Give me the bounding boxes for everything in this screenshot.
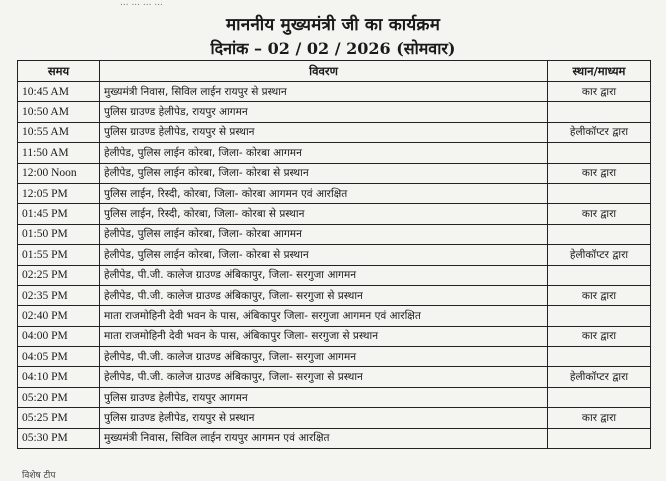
time-cell: 02:40 PM: [18, 306, 100, 326]
description-cell: हेलीपेड, पी.जी. कालेज ग्राउण्ड अंबिकापुर, जिला- सरगुजा से प्रस्थान: [100, 285, 548, 305]
place-cell: [548, 143, 651, 163]
header-place: स्थान/माध्यम: [548, 61, 651, 82]
place-cell: कार द्वारा: [548, 326, 651, 346]
place-cell: [548, 306, 651, 326]
table-header-row: [18, 61, 651, 82]
time-cell: 01:55 PM: [18, 245, 100, 265]
time-cell: 04:00 PM: [18, 326, 100, 346]
table-row: [18, 367, 651, 387]
description-cell: मुख्यमंत्री निवास, सिविल लाईन रायपुर से प्रस्थान: [100, 82, 548, 102]
description-cell: मुख्यमंत्री निवास, सिविल लाईन रायपुर आगमन एवं आरक्षित: [100, 428, 548, 448]
description-cell: हेलीपेड, पुलिस लाईन कोरबा, जिला- कोरबा से प्रस्थान: [100, 163, 548, 183]
place-cell: कार द्वारा: [548, 204, 651, 224]
place-cell: [548, 347, 651, 367]
description-cell: हेलीपेड, पुलिस लाईन कोरबा, जिला- कोरबा से प्रस्थान: [100, 245, 548, 265]
schedule-table: [17, 60, 651, 449]
description-cell: पुलिस ग्राउण्ड हेलीपेड, रायपुर आगमन: [100, 387, 548, 407]
table-row: [18, 163, 651, 183]
description-cell: हेलीपेड, पी.जी. कालेज ग्राउण्ड अंबिकापुर, जिला- सरगुजा से प्रस्थान: [100, 367, 548, 387]
document-title: माननीय मुख्यमंत्री जी का कार्यक्रम: [225, 15, 441, 35]
table-row: [18, 183, 651, 203]
description-cell: हेलीपेड, पी.जी. कालेज ग्राउण्ड अंबिकापुर, जिला- सरगुजा आगमन: [100, 265, 548, 285]
time-cell: 12:05 PM: [18, 183, 100, 203]
time-cell: 04:05 PM: [18, 347, 100, 367]
time-cell: 10:55 AM: [18, 122, 100, 142]
table-row: [18, 224, 651, 244]
date-line: दिनांक – 02 / 02 / 2026 (सोमवार): [210, 39, 456, 58]
time-cell: 01:45 PM: [18, 204, 100, 224]
table-row: [18, 265, 651, 285]
description-cell: पुलिस ग्राउण्ड हेलीपेड, रायपुर से प्रस्थान: [100, 122, 548, 142]
place-cell: [548, 183, 651, 203]
time-cell: 05:30 PM: [18, 428, 100, 448]
description-cell: पुलिस लाईन, रिस्दी, कोरबा, जिला- कोरबा से प्रस्थान: [100, 204, 548, 224]
time-cell: 05:25 PM: [18, 408, 100, 428]
footer-note: विशेष टीप: [22, 471, 56, 481]
description-cell: हेलीपेड, पुलिस लाईन कोरबा, जिला- कोरबा आगमन: [100, 224, 548, 244]
place-cell: कार द्वारा: [548, 285, 651, 305]
description-cell: हेलीपेड, पी.जी. कालेज ग्राउण्ड अंबिकापुर, जिला- सरगुजा आगमन: [100, 347, 548, 367]
table-row: [18, 204, 651, 224]
top-cut-text: ... ... ... ...: [120, 0, 163, 6]
time-cell: 12:00 Noon: [18, 163, 100, 183]
description-cell: पुलिस ग्राउण्ड हेलीपेड, रायपुर आगमन: [100, 102, 548, 122]
time-cell: 01:50 PM: [18, 224, 100, 244]
table-row: [18, 143, 651, 163]
place-cell: [548, 102, 651, 122]
time-cell: 04:10 PM: [18, 367, 100, 387]
time-cell: 02:25 PM: [18, 265, 100, 285]
place-cell: [548, 224, 651, 244]
time-cell: 11:50 AM: [18, 143, 100, 163]
table-row: [18, 387, 651, 407]
place-cell: हेलीकॉप्टर द्वारा: [548, 122, 651, 142]
time-cell: 10:45 AM: [18, 82, 100, 102]
time-cell: 10:50 AM: [18, 102, 100, 122]
table-row: [18, 102, 651, 122]
description-cell: माता राजमोहिनी देवी भवन के पास, अंबिकापुर जिला- सरगुजा से प्रस्थान: [100, 326, 548, 346]
header-time: समय: [18, 61, 100, 82]
time-cell: 05:20 PM: [18, 387, 100, 407]
place-cell: कार द्वारा: [548, 163, 651, 183]
place-cell: हेलीकॉप्टर द्वारा: [548, 245, 651, 265]
description-cell: पुलिस लाईन, रिस्दी, कोरबा, जिला- कोरबा आगमन एवं आरक्षित: [100, 183, 548, 203]
place-cell: कार द्वारा: [548, 408, 651, 428]
header-description: विवरण: [100, 61, 548, 82]
table-row: [18, 347, 651, 367]
table-row: [18, 82, 651, 102]
description-cell: माता राजमोहिनी देवी भवन के पास, अंबिकापुर जिला- सरगुजा आगमन एवं आरक्षित: [100, 306, 548, 326]
place-cell: कार द्वारा: [548, 82, 651, 102]
table-row: [18, 408, 651, 428]
place-cell: [548, 428, 651, 448]
place-cell: [548, 387, 651, 407]
description-cell: हेलीपेड, पुलिस लाईन कोरबा, जिला- कोरबा आगमन: [100, 143, 548, 163]
table-row: [18, 285, 651, 305]
table-row: [18, 122, 651, 142]
time-cell: 02:35 PM: [18, 285, 100, 305]
place-cell: हेलीकॉप्टर द्वारा: [548, 367, 651, 387]
table-row: [18, 306, 651, 326]
table-row: [18, 326, 651, 346]
description-cell: पुलिस ग्राउण्ड हेलीपेड, रायपुर से प्रस्थान: [100, 408, 548, 428]
place-cell: [548, 265, 651, 285]
table-row: [18, 428, 651, 448]
table-row: [18, 245, 651, 265]
schedule-body: [18, 82, 651, 449]
